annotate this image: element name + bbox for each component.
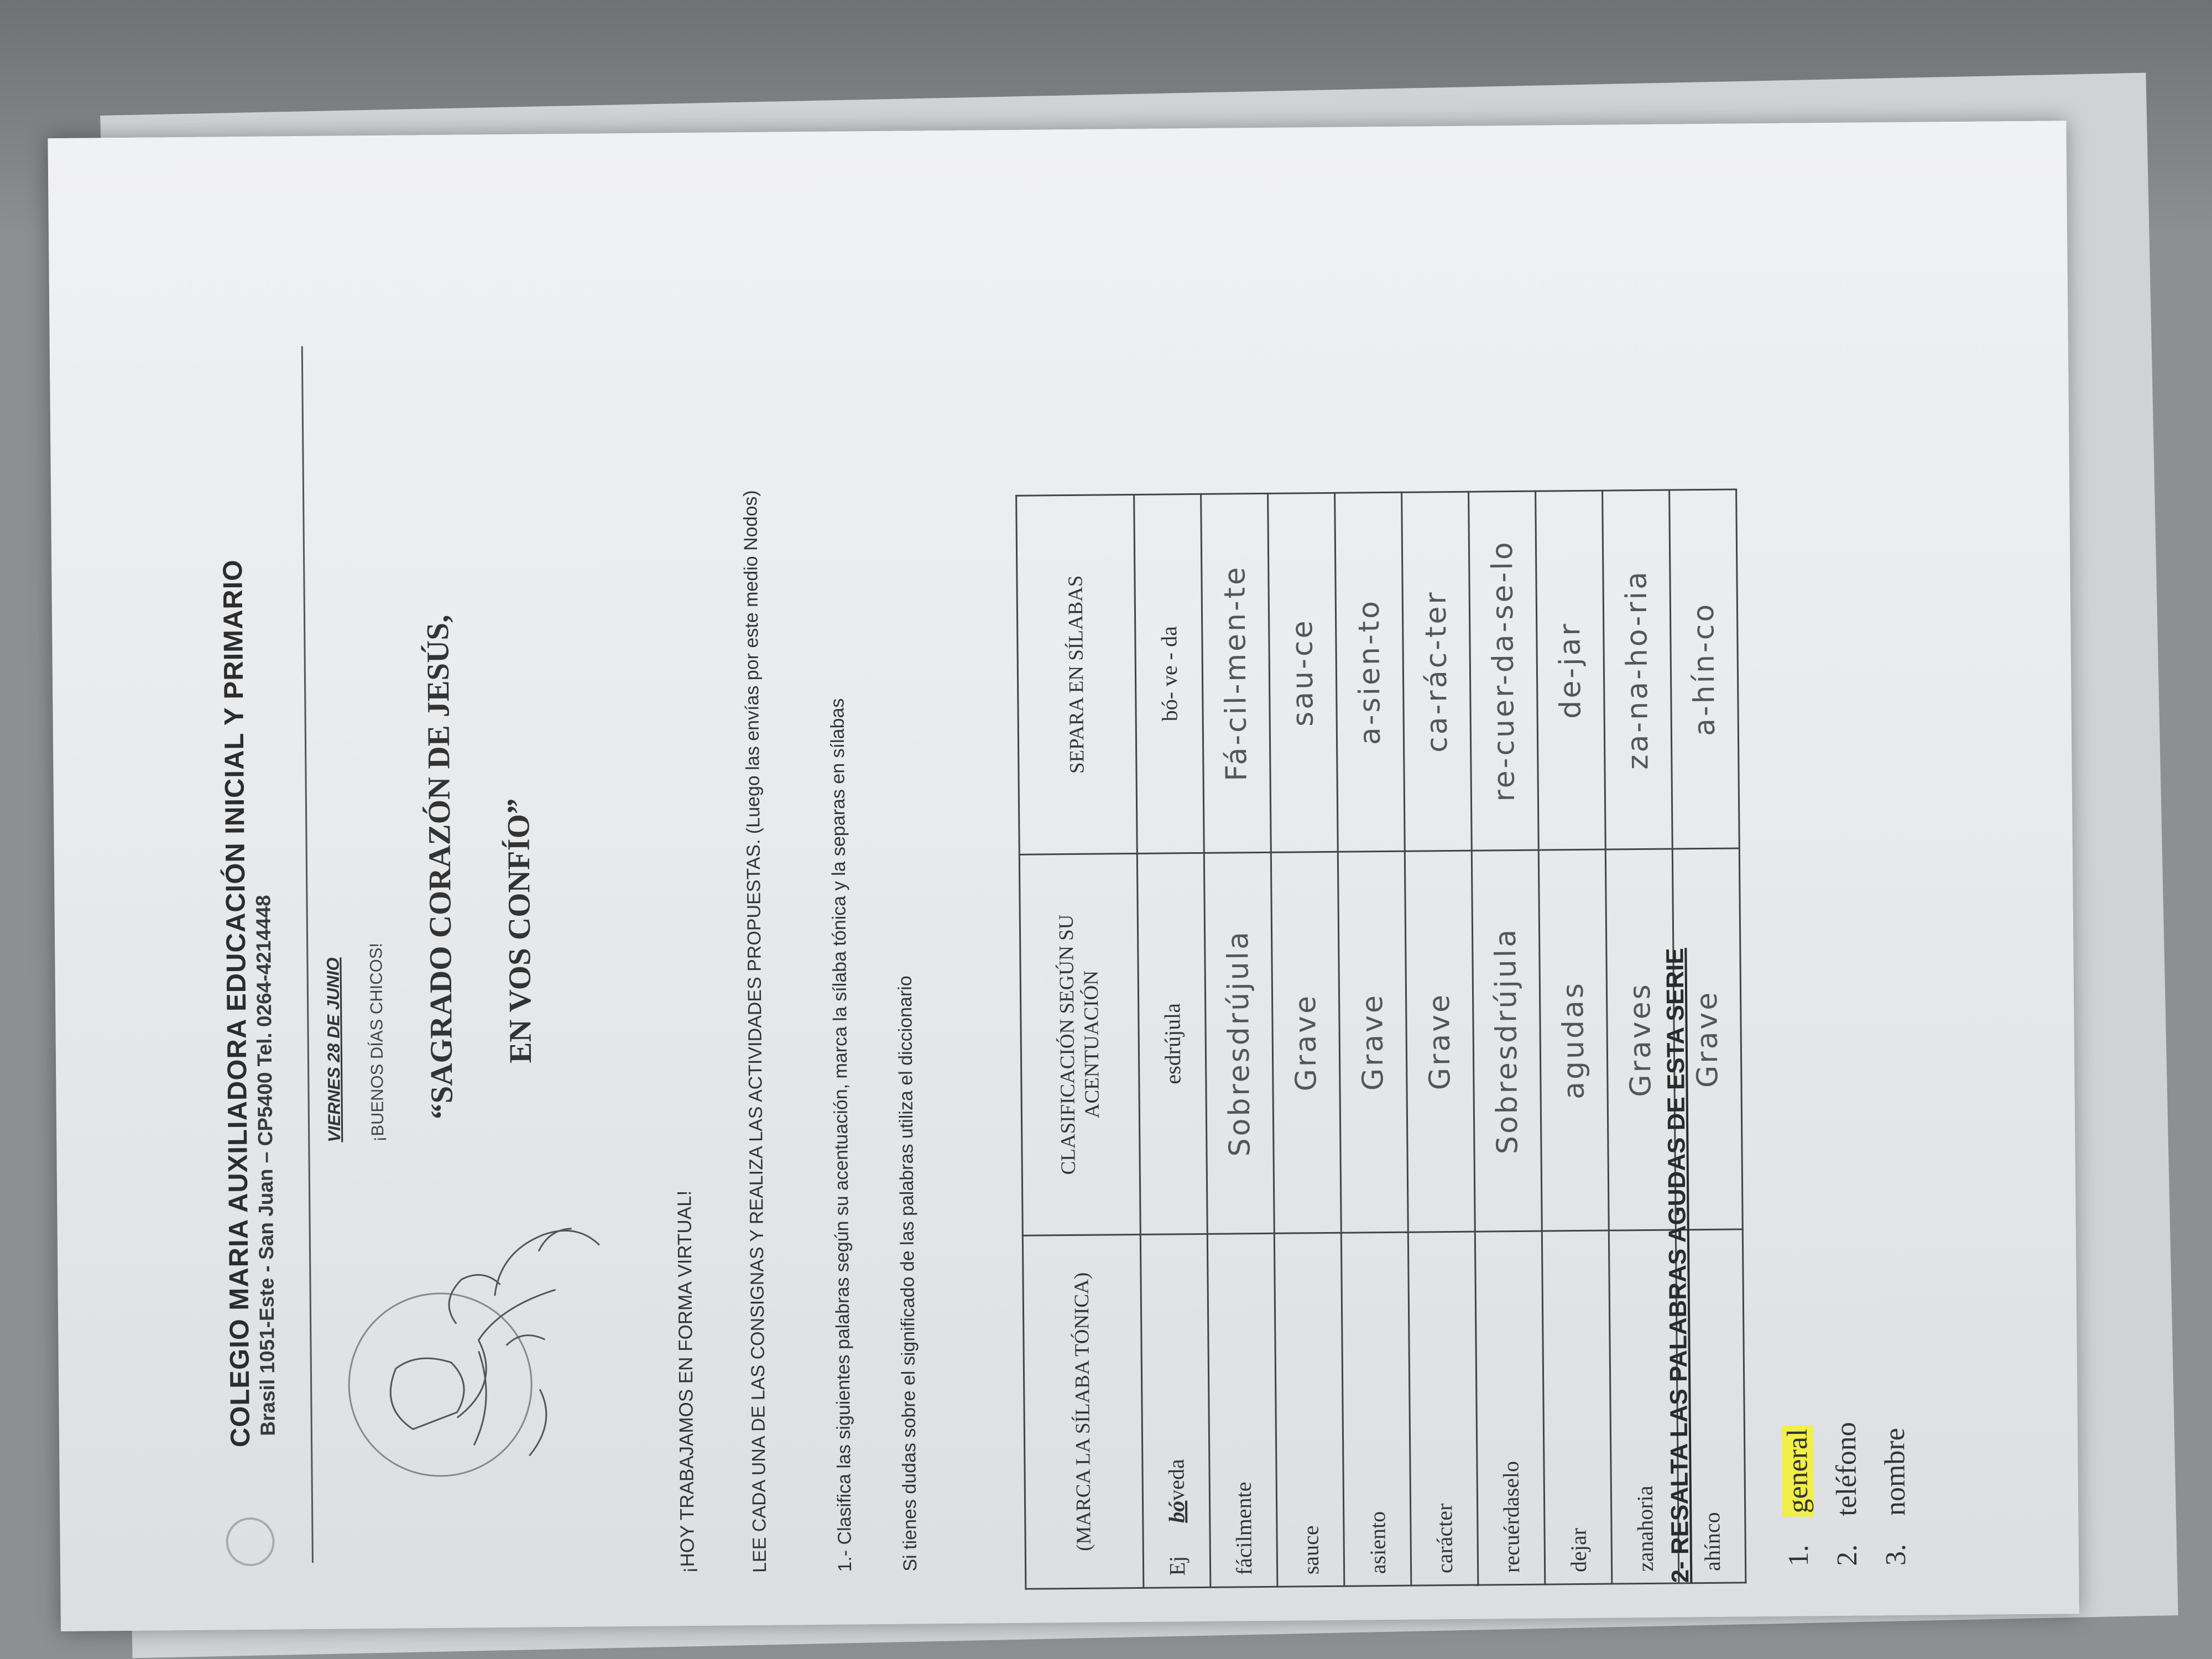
classification-answer: Graves bbox=[1605, 849, 1676, 1230]
virtual-notice: ¡HOY TRABAJAMOS EN FORMA VIRTUAL! bbox=[674, 1190, 699, 1574]
classification-answer: Sobresdrújula bbox=[1472, 850, 1542, 1232]
word-cell: asiento bbox=[1341, 1232, 1411, 1586]
table-row bbox=[1469, 491, 1545, 1585]
classification-answer: Grave bbox=[1271, 852, 1341, 1233]
classification-answer: Grave bbox=[1405, 851, 1475, 1232]
table-row bbox=[1402, 492, 1478, 1585]
word-cell: ahínco bbox=[1676, 1229, 1746, 1583]
word-cell: zanahoria bbox=[1609, 1230, 1679, 1584]
list-item bbox=[1773, 1422, 1823, 1567]
syllables-answer: a-hín-co bbox=[1670, 489, 1740, 849]
task-1-instruction: 1.- Clasifica las siguientes palabras según su acentuación, marca la sílaba tónica y la separas en sílabas bbox=[827, 698, 856, 1572]
list-word: nombre bbox=[1879, 1427, 1912, 1516]
classification-answer: Grave bbox=[1672, 848, 1743, 1230]
example-tonic-syllable: bó bbox=[1164, 1500, 1189, 1524]
list-number: 3. bbox=[1880, 1543, 1912, 1566]
greeting: ¡BUENOS DÍAS CHICOS! bbox=[366, 942, 388, 1142]
example-word-rest: veda bbox=[1163, 1459, 1189, 1501]
syllables-answer: de-jar bbox=[1536, 491, 1606, 850]
syllables-answer: sau-ce bbox=[1268, 493, 1338, 852]
syllables-answer: za-na-ho-ria bbox=[1603, 490, 1673, 849]
table-row bbox=[1536, 491, 1612, 1584]
example-prefix: Ej bbox=[1164, 1556, 1190, 1576]
syllables-answer: re-cuer-da-se-lo bbox=[1469, 491, 1539, 851]
motto-line-2: EN VOS CONFÍO” bbox=[500, 798, 539, 1063]
word-cell: carácter bbox=[1408, 1232, 1478, 1585]
list-word: teléfono bbox=[1830, 1422, 1863, 1517]
table-row-example bbox=[1134, 494, 1211, 1588]
general-instructions: LEE CADA UNA DE LAS CONSIGNAS Y REALIZA LAS ACTIVIDADES PROPUESTAS. (Luego las envías por este medio Nodos) bbox=[740, 490, 771, 1573]
table-row bbox=[1268, 493, 1344, 1587]
school-name: COLEGIO MARIA AUXILIADORA EDUCACIÓN INICIAL Y PRIMARIO bbox=[218, 559, 256, 1448]
worksheet-page bbox=[48, 121, 2079, 1631]
syllables-answer: ca-rác-ter bbox=[1402, 492, 1472, 851]
example-syllables: bó- ve - da bbox=[1134, 494, 1204, 853]
header-classification: CLASIFICACIÓN SEGÚN SU ACENTUACIÓN bbox=[1019, 853, 1140, 1235]
highlighted-word: general bbox=[1782, 1425, 1814, 1517]
header-syllables: SEPARA EN SÍLABAS bbox=[1016, 494, 1138, 854]
classification-table bbox=[1015, 488, 1746, 1589]
classification-answer: Grave bbox=[1338, 851, 1408, 1233]
list-item bbox=[1822, 1422, 1872, 1566]
classification-answer: agudas bbox=[1538, 849, 1609, 1231]
table-row bbox=[1335, 492, 1411, 1586]
syllables-answer: a-sien-to bbox=[1335, 492, 1405, 852]
list-item bbox=[1871, 1421, 1921, 1566]
word-cell: recuérdaselo bbox=[1475, 1231, 1545, 1585]
example-classification: esdrújula bbox=[1137, 853, 1207, 1234]
header-tonic-syllable: (MARCA LA SÍLABA TÓNICA) bbox=[1022, 1235, 1144, 1589]
aguda-word-list bbox=[1773, 1421, 1921, 1567]
word-cell: fácilmente bbox=[1207, 1233, 1277, 1587]
date-heading: VIERNES 28 DE JUNIO bbox=[323, 957, 345, 1142]
list-number: 1. bbox=[1782, 1545, 1815, 1567]
section-2-title: 2- RESALTA LAS PALABRAS AGUDAS DE ESTA SERIE bbox=[1661, 948, 1694, 1583]
header-divider bbox=[301, 346, 314, 1563]
school-address: Brasil 1051-Este - San Juan – CP5400 Tel. 0264-4214448 bbox=[252, 895, 279, 1436]
syllables-answer: Fá-cil-men-te bbox=[1201, 493, 1271, 853]
table-row bbox=[1201, 493, 1277, 1587]
dictionary-note: Si tienes dudas sobre el significado de las palabras utiliza el diccionario bbox=[894, 975, 921, 1572]
word-cell: dejar bbox=[1542, 1230, 1612, 1584]
table-header-row bbox=[1016, 494, 1144, 1589]
sacred-heart-illustration-icon bbox=[328, 1178, 618, 1491]
school-logo-icon bbox=[226, 1517, 275, 1567]
word-cell: sauce bbox=[1274, 1233, 1344, 1587]
motto-line-1: “SAGRADO CORAZÓN DE JESÚS, bbox=[420, 614, 460, 1120]
classification-answer: Sobresdrújula bbox=[1204, 852, 1274, 1234]
example-word-cell bbox=[1140, 1234, 1211, 1588]
list-number: 2. bbox=[1831, 1544, 1864, 1567]
